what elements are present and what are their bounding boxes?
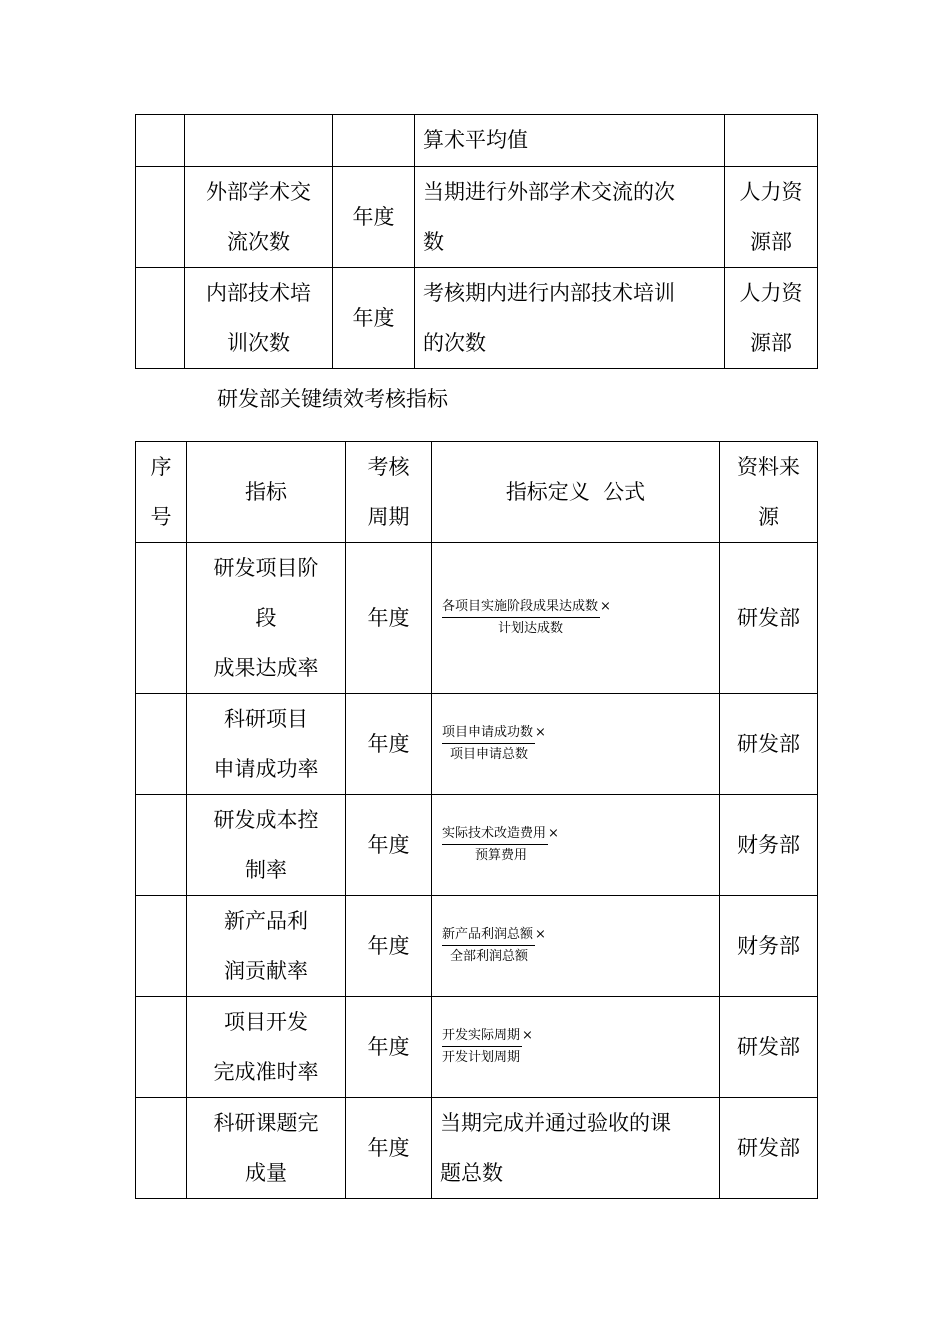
cell-formula [432,997,720,1098]
cell-indicator: 科研课题完 成量 [187,1098,346,1199]
header-no: 序 号 [136,442,187,543]
table-row [136,997,818,1098]
cell-definition: 算术平均值 [415,115,725,167]
table-row [136,694,818,795]
table-row [136,543,818,694]
table-continued [135,114,818,369]
formula-numerator: 各项目实施阶段成果达成数 [442,598,600,618]
formula-denominator: 项目申请总数 [450,747,529,762]
cell-indicator: 科研项目 申请成功率 [187,694,346,795]
header-indicator: 指标 [187,442,346,543]
cell-indicator: 项目开发 完成准时率 [187,997,346,1098]
formula [442,724,719,764]
formula [442,825,719,865]
formula-denominator: 计划达成数 [498,621,564,636]
table-row [136,1098,818,1199]
cell-period: 年度 [346,795,432,896]
cell-period: 年度 [346,1098,432,1199]
cell-period: 年度 [346,896,432,997]
header-period: 考核 周期 [346,442,432,543]
formula-numerator: 实际技术改造费用 [442,825,548,845]
formula-denominator: 开发计划周期 [442,1050,521,1065]
cell-indicator: 外部学术交 流次数 [185,167,333,268]
formula-numerator: 新产品利润总额 [442,926,535,946]
cell-source: 人力资 源部 [725,268,818,369]
cell-source: 财务部 [720,896,818,997]
cell-no [136,115,185,167]
cell-no [136,167,185,268]
formula-numerator: 开发实际周期 [442,1027,522,1047]
table-row [136,115,818,167]
cell-no [136,694,187,795]
cell-indicator: 新产品利 润贡献率 [187,896,346,997]
cell-indicator: 研发成本控 制率 [187,795,346,896]
cell-formula [432,795,720,896]
cell-period: 年度 [346,543,432,694]
cell-no [136,1098,187,1199]
cell-period: 年度 [333,167,415,268]
cell-source: 研发部 [720,694,818,795]
cell-definition: 考核期内进行内部技术培训 的次数 [415,268,725,369]
cell-definition: 当期完成并通过验收的课 题总数 [432,1098,720,1199]
cell-source [725,115,818,167]
cell-no [136,997,187,1098]
cell-source: 研发部 [720,543,818,694]
cell-period: 年度 [346,997,432,1098]
multiply-icon: × [548,826,559,841]
cell-indicator [185,115,333,167]
formula [442,598,719,638]
cell-period: 年度 [346,694,432,795]
cell-formula [432,694,720,795]
formula [442,926,719,966]
cell-period [333,115,415,167]
fraction [442,1027,522,1067]
formula-denominator: 全部利润总额 [450,949,529,964]
cell-source: 财务部 [720,795,818,896]
kpi-table [135,441,818,1199]
cell-formula [432,896,720,997]
table-header-row [136,442,818,543]
cell-source: 研发部 [720,1098,818,1199]
cell-no [136,896,187,997]
cell-definition: 当期进行外部学术交流的次 数 [415,167,725,268]
cell-no [136,795,187,896]
section-title: 研发部关键绩效考核指标 [217,387,448,411]
formula [442,1027,719,1067]
cell-source: 研发部 [720,997,818,1098]
cell-source: 人力资 源部 [725,167,818,268]
cell-no [136,268,185,369]
header-source: 资料来 源 [720,442,818,543]
multiply-icon: × [522,1028,533,1043]
table-row [136,167,818,268]
multiply-icon: × [600,599,611,614]
table-row [136,896,818,997]
multiply-icon: × [535,927,546,942]
fraction [442,926,535,966]
fraction [442,724,535,764]
cell-formula [432,543,720,694]
formula-numerator: 项目申请成功数 [442,724,535,744]
fraction [442,825,548,865]
table-row [136,268,818,369]
header-definition: 指标定义 公式 [432,442,720,543]
fraction [442,598,600,638]
table-row [136,795,818,896]
cell-indicator: 研发项目阶 段 成果达成率 [187,543,346,694]
multiply-icon: × [535,725,546,740]
cell-no [136,543,187,694]
cell-indicator: 内部技术培 训次数 [185,268,333,369]
cell-period: 年度 [333,268,415,369]
formula-denominator: 预算费用 [475,848,528,863]
